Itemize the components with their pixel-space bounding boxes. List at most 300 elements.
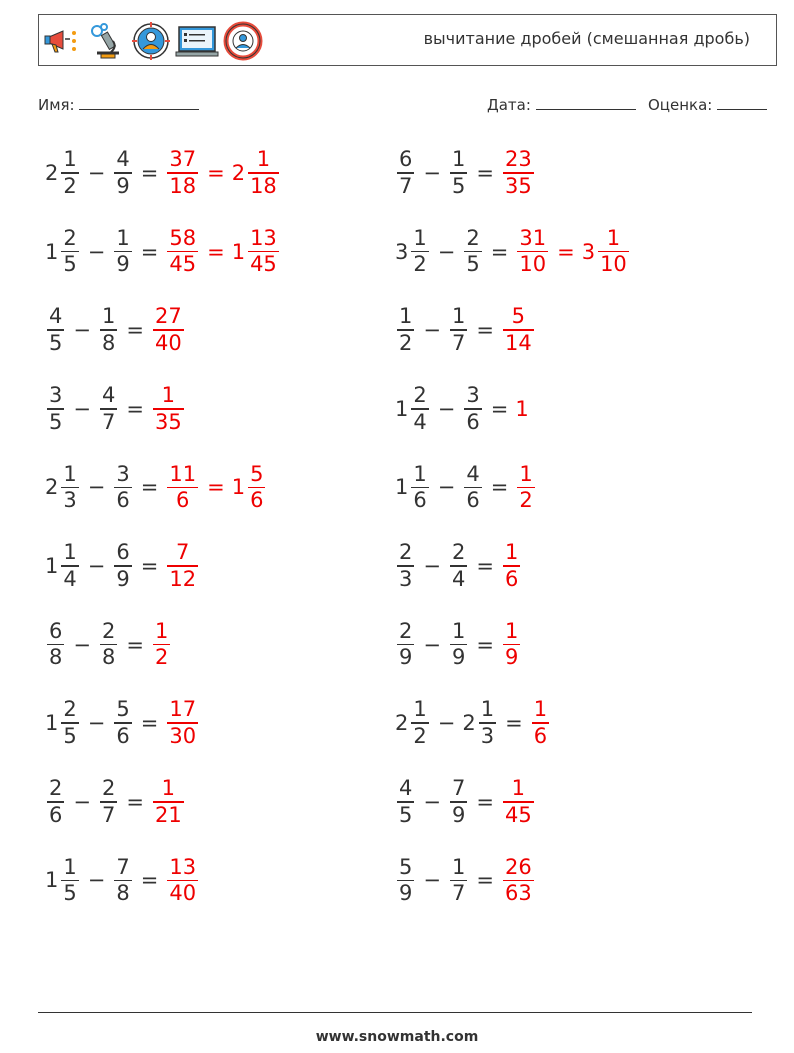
answer-improper [501,855,536,907]
fraction [100,619,117,671]
numerator: 17 [169,697,197,722]
problem-item [45,219,281,285]
equals-sign: = [505,711,523,736]
header-icons [43,21,263,61]
answer-mixed [232,147,281,199]
denominator: 2 [399,330,413,355]
numerator: 1 [451,618,466,643]
minus-sign: − [87,868,106,893]
answer-improper [165,147,200,199]
numerator: 2 [63,225,77,250]
minuend [45,540,81,592]
equals-sign: = [476,868,494,893]
numerator: 1 [606,225,621,250]
whole-number: 1 [231,475,246,500]
problem-item [395,690,551,756]
grade-blank[interactable] [717,94,767,110]
fraction [397,619,414,671]
denominator: 7 [101,409,116,434]
fraction [114,540,131,592]
subtrahend [448,304,469,356]
numerator: 1 [511,776,526,801]
whole-number: 1 [395,475,409,500]
microscope-icon [87,21,127,61]
answer-improper [501,540,522,592]
denominator: 6 [176,488,190,513]
equals-sign: = [207,239,225,264]
denominator: 63 [504,881,532,906]
fraction [397,304,414,356]
denominator: 35 [504,173,532,198]
numerator: 2 [63,697,77,722]
equals-sign: = [126,789,144,814]
subtrahend [112,147,133,199]
answer-improper [530,697,551,749]
answer [151,776,186,828]
whole-number: 2 [45,475,59,500]
fraction [450,304,467,356]
footer-divider [38,1012,752,1013]
denominator: 4 [63,566,77,591]
numerator: 11 [169,461,197,486]
numerator: 1 [101,304,116,329]
equals-sign: = [490,475,509,500]
numerator: 2 [49,776,63,801]
equals-sign: = [140,475,159,500]
fraction [100,383,117,435]
worksheet-title: вычитание дробей (смешанная дробь) [423,29,750,48]
denominator: 5 [49,330,63,355]
minus-sign: − [423,161,441,185]
fraction [153,619,170,671]
denominator: 5 [49,409,63,434]
fraction [61,697,78,749]
fraction [167,540,198,592]
minuend [395,855,416,907]
equals-sign: = [140,239,159,264]
minus-sign: − [423,318,441,343]
problem-item [395,376,530,442]
numerator: 1 [161,776,176,801]
denominator: 9 [451,802,466,827]
problem-item [45,690,200,756]
answer-improper [515,462,536,514]
denominator: 8 [101,330,116,355]
fraction [47,776,64,828]
fraction [503,776,534,828]
answer [165,226,280,278]
answer [501,540,522,592]
lifebuoy-user-icon [223,21,263,61]
answer [501,147,536,199]
denominator: 9 [116,173,130,198]
minus-sign: − [73,318,91,343]
fraction [503,619,520,671]
fraction [47,619,64,671]
minus-sign: − [437,239,456,264]
numerator: 1 [116,225,130,250]
numerator: 2 [101,776,116,801]
numerator: 1 [533,697,548,722]
numerator: 1 [451,304,466,329]
denominator: 6 [533,723,548,748]
user-target-icon [131,21,171,61]
fraction [153,304,184,356]
minus-sign: − [87,711,106,736]
fraction [450,540,467,592]
denominator: 6 [49,802,63,827]
fraction [248,226,279,278]
numerator: 1 [63,461,77,486]
answer [515,226,630,278]
fraction [100,776,117,828]
problem-item [395,769,536,835]
minus-sign: − [423,554,441,578]
numerator: 2 [399,618,413,643]
fraction [100,304,117,356]
name-blank[interactable] [79,94,199,110]
answer-improper [165,540,200,592]
numerator: 1 [63,540,77,565]
denominator: 5 [399,802,413,827]
problem-item [395,612,522,678]
fraction [153,383,184,435]
denominator: 40 [154,330,182,355]
minus-sign: − [87,161,106,185]
minuend [395,697,431,749]
denominator: 6 [116,488,130,513]
fraction [464,462,481,514]
whole-number: 1 [45,868,59,893]
numerator: 1 [399,304,413,329]
whole-number: 1 [231,239,246,264]
answer [515,397,529,421]
fraction [517,226,548,278]
problem-item [45,376,186,442]
answer [151,304,186,356]
subtrahend [448,619,469,671]
equals-sign: = [126,396,144,421]
minuend [45,855,81,907]
answer-improper [165,855,200,907]
subtrahend [98,619,119,671]
numerator: 4 [101,383,116,408]
fraction [153,776,184,828]
numerator: 1 [504,618,519,643]
whole-number: 2 [45,161,59,185]
minus-sign: − [437,711,456,736]
fraction [61,147,78,199]
minus-sign: − [73,632,91,657]
worksheet-header [38,14,777,66]
whole-number: 1 [515,396,529,421]
name-label: Имя: [38,96,75,114]
denominator: 6 [413,488,427,513]
minuend [395,226,431,278]
equals-sign: = [207,161,225,185]
fraction [450,855,467,907]
answer-improper [165,462,200,514]
numerator: 1 [480,697,495,722]
answer [501,304,536,356]
numerator: 31 [519,225,547,250]
answer-improper [501,776,536,828]
denominator: 5 [63,252,77,277]
equals-sign: = [126,318,144,343]
date-blank[interactable] [536,94,636,110]
denominator: 45 [504,802,532,827]
answer-improper [165,226,200,278]
numerator: 1 [413,461,427,486]
problem-item [45,612,172,678]
numerator: 5 [250,461,264,486]
fraction [248,462,265,514]
problem-item [45,297,186,363]
answer [165,462,267,514]
subtrahend [462,697,498,749]
minuend [395,776,416,828]
fraction [47,304,64,356]
equals-sign: = [476,318,494,343]
denominator: 4 [413,409,427,434]
fraction [167,855,198,907]
answer-improper [515,397,529,421]
denominator: 5 [63,723,77,748]
minuend [45,147,81,199]
subtrahend [448,540,469,592]
subtrahend [462,383,483,435]
name-field [38,94,199,114]
answer [165,697,200,749]
minus-sign: − [437,475,456,500]
fraction [411,462,428,514]
problem-item [45,533,200,599]
problem-item [45,847,200,913]
fraction [248,147,279,199]
denominator: 35 [154,409,182,434]
numerator: 4 [49,304,63,329]
denominator: 2 [519,488,533,513]
numerator: 2 [413,383,427,408]
numerator: 5 [511,304,526,329]
whole-number: 1 [45,711,59,736]
numerator: 1 [504,540,519,565]
minus-sign: − [423,632,441,657]
equals-sign: = [476,632,494,657]
numerator: 6 [49,618,63,643]
denominator: 5 [466,252,480,277]
numerator: 6 [399,147,413,172]
answer-improper [501,147,536,199]
fraction [411,226,428,278]
denominator: 9 [399,645,413,670]
minus-sign: − [87,554,106,578]
denominator: 18 [169,173,197,198]
grade-label: Оценка: [648,96,713,114]
minus-sign: − [87,239,106,264]
subtrahend [448,776,469,828]
numerator: 1 [154,618,169,643]
numerator: 2 [466,225,480,250]
answer-improper [151,619,172,671]
fraction [450,147,467,199]
fraction [464,383,481,435]
numerator: 1 [451,854,466,879]
denominator: 5 [451,173,466,198]
answer [501,855,536,907]
minuend [395,304,416,356]
numerator: 4 [466,461,480,486]
fraction [61,540,78,592]
equals-sign: = [126,632,144,657]
fraction [61,462,78,514]
answer [530,697,551,749]
denominator: 9 [116,566,130,591]
megaphone-icon [43,21,83,61]
numerator: 5 [399,854,413,879]
equals-sign: = [490,396,509,421]
numerator: 7 [116,854,130,879]
problem-item [45,769,186,835]
denominator: 21 [154,802,182,827]
numerator: 37 [169,147,197,172]
numerator: 6 [116,540,130,565]
numerator: 1 [63,854,77,879]
numerator: 2 [399,540,413,565]
denominator: 6 [116,723,130,748]
subtrahend [112,226,133,278]
answer-improper [151,776,186,828]
minuend [395,383,431,435]
answer-mixed [232,462,268,514]
subtrahend [448,855,469,907]
denominator: 14 [504,330,532,355]
numerator: 1 [519,461,533,486]
subtrahend [112,697,133,749]
subtrahend [98,304,119,356]
numerator: 4 [116,147,130,172]
minuend [395,619,416,671]
numerator: 27 [154,304,182,329]
fraction [479,697,496,749]
problem-item [395,533,522,599]
date-label: Дата: [487,96,531,114]
subtrahend [462,462,483,514]
numerator: 1 [161,383,176,408]
minus-sign: − [73,396,91,421]
denominator: 3 [63,488,77,513]
fraction [167,147,198,199]
problem-item [395,454,537,520]
equals-sign: = [476,789,494,814]
problem-item [395,140,536,206]
minuend [45,462,81,514]
denominator: 2 [63,173,77,198]
fraction [503,147,534,199]
fraction [503,855,534,907]
subtrahend [112,540,133,592]
minuend [45,697,81,749]
fraction [532,697,549,749]
answer-improper [165,697,200,749]
denominator: 6 [466,488,480,513]
equals-sign: = [140,711,159,736]
laptop-checklist-icon [175,21,219,61]
grade-field [648,94,767,114]
answer [165,855,200,907]
answer [501,776,536,828]
minus-sign: − [437,396,456,421]
answer-improper [151,383,186,435]
denominator: 9 [504,645,519,670]
minus-sign: − [87,475,106,500]
denominator: 45 [250,252,277,277]
problem-item [45,140,281,206]
denominator: 7 [451,881,466,906]
problem-item [45,454,267,520]
problem-item [395,297,536,363]
whole-number: 1 [45,239,59,264]
answer-improper [501,619,522,671]
fraction [114,462,131,514]
answer-improper [501,304,536,356]
numerator: 1 [63,147,77,172]
numerator: 4 [399,776,413,801]
whole-number: 3 [395,239,409,264]
whole-number: 1 [395,396,409,421]
denominator: 7 [399,173,413,198]
equals-sign: = [140,554,159,578]
fraction [503,304,534,356]
numerator: 2 [101,618,116,643]
fraction [397,147,414,199]
subtrahend [112,855,133,907]
denominator: 10 [600,252,627,277]
answer-mixed [582,226,631,278]
fraction [397,540,414,592]
denominator: 4 [451,566,466,591]
denominator: 12 [169,566,197,591]
answer-improper [151,304,186,356]
denominator: 3 [480,723,495,748]
date-field [487,94,636,114]
minuend [45,383,66,435]
whole-number: 1 [45,554,59,578]
equals-sign: = [207,475,225,500]
answer [165,540,200,592]
minus-sign: − [423,789,441,814]
equals-sign: = [140,161,159,185]
fraction [47,383,64,435]
numerator: 1 [413,225,427,250]
denominator: 18 [250,173,277,198]
minuend [395,540,416,592]
denominator: 8 [116,881,130,906]
numerator: 13 [250,225,277,250]
fraction [167,226,198,278]
fraction [167,697,198,749]
denominator: 40 [169,881,197,906]
minuend [45,776,66,828]
fraction [517,462,534,514]
numerator: 1 [256,147,271,172]
denominator: 2 [413,252,427,277]
fraction [450,776,467,828]
whole-number: 2 [395,711,409,736]
numerator: 3 [466,383,480,408]
whole-number: 3 [581,239,596,264]
subtrahend [98,383,119,435]
